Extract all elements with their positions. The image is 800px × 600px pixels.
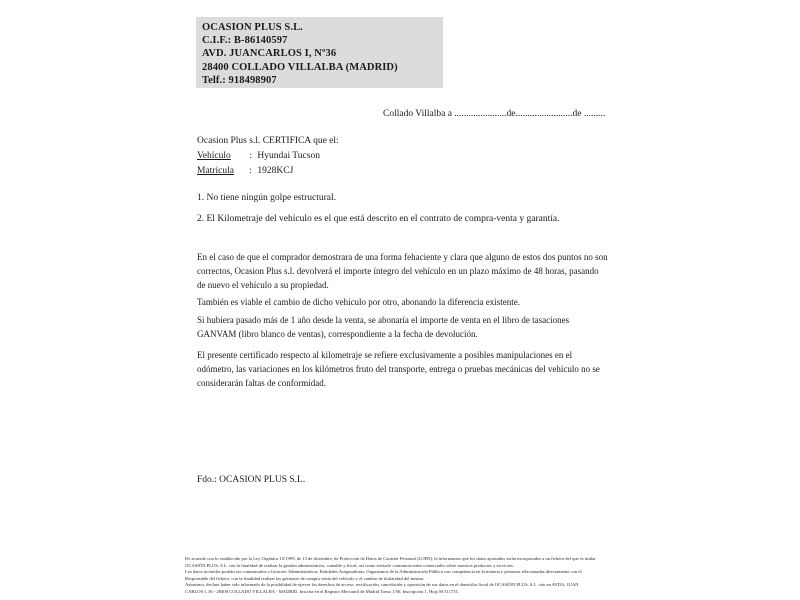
legal-line: Asimismo, declara haber sido informado de la posibilidad de ejercer los derechos de acceso, rectificación, cancelación y oposición de sus datos en el domicilio fiscal de OCASIÓN PLUS, S.L. sito en AVDA. JUAN: [185, 582, 579, 588]
vehicle-field: [197, 149, 339, 164]
plate-label: Matrícula: [197, 166, 234, 176]
company-header-block: [196, 17, 443, 88]
legal-line: Los datos incluidos podrán ser comunicados a Gestores Administrativos, Entidades Aseguradoras, Organismos de la Administración Pública con competencia en la materia y personas relacionadas directamente con el: [185, 569, 582, 575]
date-line: Collado Villalba a ......................de........................de .........: [383, 109, 606, 119]
certify-intro: Ocasion Plus s.l. CERTIFICA que el:: [197, 136, 339, 146]
legal-line: OCASIÓN PLUS, S.L. con la finalidad de realizar la gestión administrativa, contable y fiscal, así como enviarle comunicaciones comerciales sobre nuestros productos y servicios.: [185, 562, 514, 568]
legal-line: De acuerdo con lo establecido por la Ley Orgánica 15/1999, de 13 de diciembre, de Protección de Datos de Carácter Personal (LOPD), le informamos que los datos aportados serán incorporados a un fichero del que es titular: [185, 556, 596, 561]
paragraph-ganvam: Si hubiera pasado más de 1 año desde la venta, se abonaría el importe de venta en el libro de tasaciones GANVAM (libro blanco de ventas), correspondiente a la fecha de devolución.: [197, 315, 570, 339]
company-name: OCASION PLUS S.L.: [202, 22, 303, 33]
signature-line: Fdo.: OCASION PLUS S.L.: [197, 475, 306, 485]
company-cif: C.I.F.: B-86140597: [202, 35, 288, 47]
legal-line: Responsable del fichero, con la finalidad realizar las gestiones de compra venta del vehículo y el cambio de titularidad del mismo.: [185, 575, 425, 581]
vehicle-label: Vehículo: [197, 151, 231, 161]
numbered-points: [197, 193, 617, 235]
plate-field: [197, 164, 339, 179]
company-address: AVD. JUANCARLOS I, Nº36: [202, 48, 337, 60]
company-city: 28400 COLLADO VILLALBA (MADRID): [202, 61, 398, 73]
legal-fine-print: [185, 556, 633, 596]
paragraph-exchange: También es viable el cambio de dicho vehículo por otro, abonando la diferencia existente.: [197, 297, 521, 307]
point-2: 2. El Kilometraje del vehículo es el que está descrito en el contrato de compra-venta y garantía.: [197, 214, 560, 224]
company-phone: Telf.: 918498907: [202, 74, 277, 86]
certification-section: [197, 134, 339, 179]
legal-line: CARLOS I, 36 - 28400 COLLADO VILLALBA - MADRID. Inscrita en el Registro Mercantil de Madrid Tomo 1/56, Inscripción 1, Hoja M 511731.: [185, 588, 460, 594]
point-1: 1. No tiene ningún golpe estructural.: [197, 193, 337, 203]
plate-colon: :: [249, 166, 253, 176]
vehicle-colon: :: [249, 151, 253, 161]
plate-value: 1928KCJ: [257, 166, 294, 176]
paragraph-refund: En el caso de que el comprador demostrara de una forma fehaciente y clara que alguno de estos dos puntos no son correctos, Ocasion Plus s.l. devolverá el importe íntegro del vehículo en un plazo máximo de 48 horas, pasando de nuevo el vehículo a su propiedad.: [197, 252, 608, 290]
paragraph-odometer: El presente certificado respecto al kilometraje se refiere exclusivamente a posibles manipulaciones en el odómetro, las variaciones en los kilómetros fruto del transporte, entrega o pruebas mecánicas del vehículo no se considerarán faltas de conformidad.: [197, 350, 600, 388]
vehicle-value: Hyundai Tucson: [257, 151, 320, 161]
